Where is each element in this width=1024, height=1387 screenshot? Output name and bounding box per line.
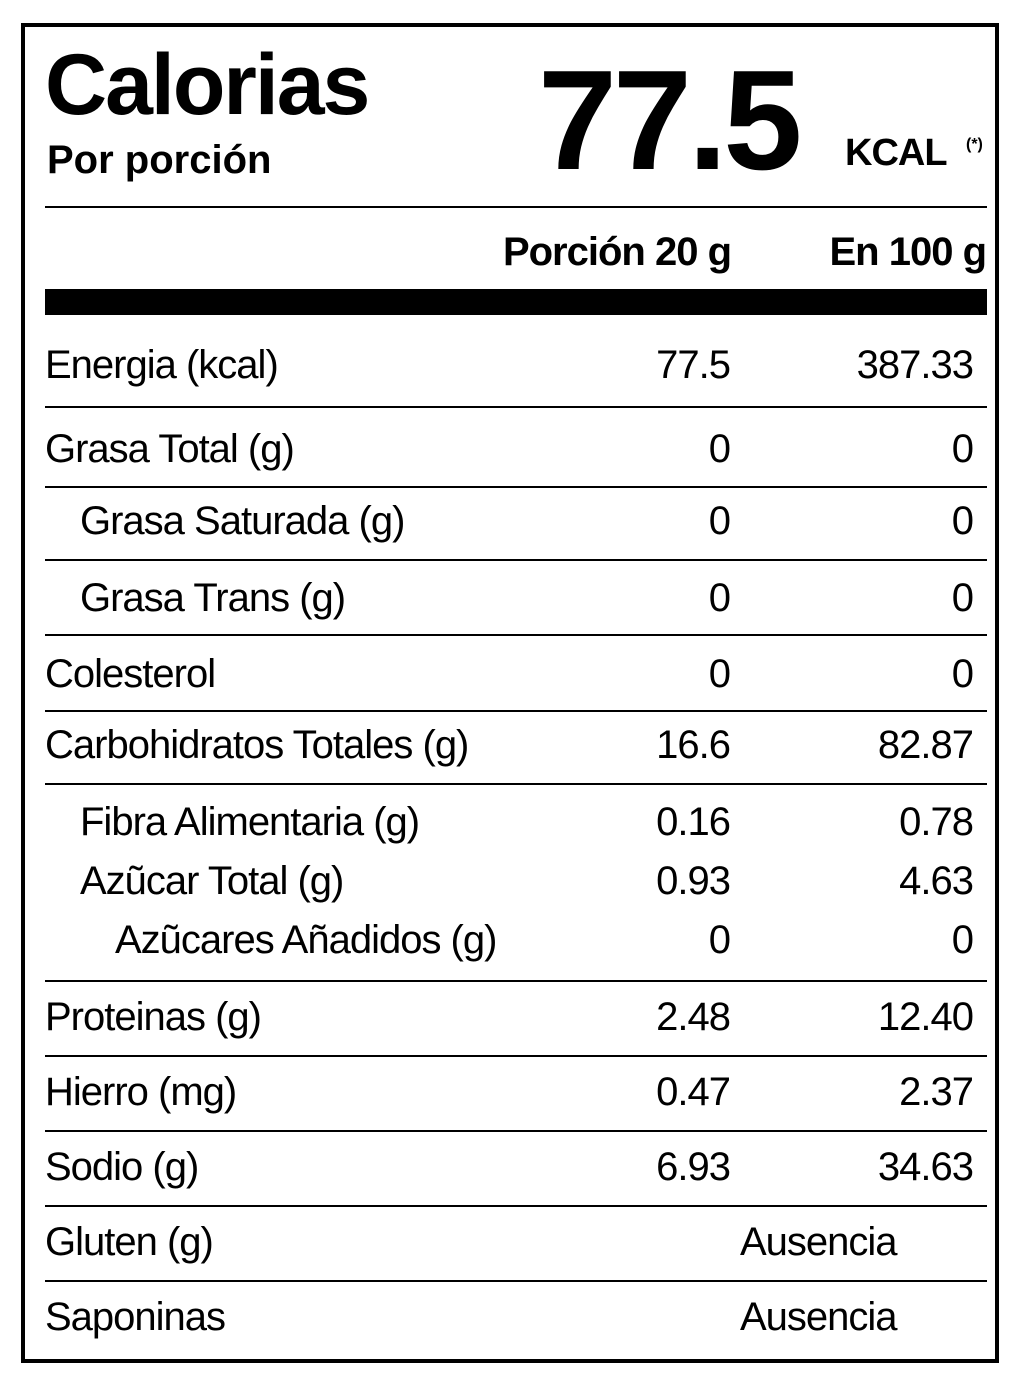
row-label: Saponinas [45, 1295, 226, 1339]
table-row [45, 797, 987, 847]
per100-value: 387.33 [856, 343, 973, 387]
table-row [45, 856, 987, 906]
energy-value: 77.5 [538, 41, 799, 200]
divider [45, 406, 987, 408]
divider [45, 1130, 987, 1132]
per100-value: 0 [951, 499, 973, 543]
divider [45, 783, 987, 785]
per100-value: 0 [951, 427, 973, 471]
portion-value: 0.47 [656, 1070, 730, 1114]
table-row [45, 1292, 987, 1342]
portion-value: 0.16 [656, 800, 730, 844]
column-header-portion: Porción 20 g [502, 230, 731, 274]
table-row [45, 720, 987, 770]
portion-value: 0 [708, 427, 730, 471]
per-serving-subtitle: Por porción [47, 138, 272, 182]
per100-value: 82.87 [877, 723, 973, 767]
row-label: Azũcar Total (g) [80, 859, 344, 903]
divider [45, 1205, 987, 1207]
table-row [45, 340, 987, 390]
portion-value: 0 [708, 576, 730, 620]
divider [45, 486, 987, 488]
per100-value: 0 [951, 918, 973, 962]
row-label: Grasa Total (g) [45, 427, 294, 471]
divider [45, 710, 987, 712]
table-row [45, 1217, 987, 1267]
per100-value: 0 [951, 576, 973, 620]
row-label: Fibra Alimentaria (g) [80, 800, 420, 844]
portion-value: 0 [708, 918, 730, 962]
per100-value: 2.37 [899, 1070, 973, 1114]
row-label: Proteinas (g) [45, 995, 261, 1039]
energy-unit: KCAL [845, 132, 947, 174]
row-label: Sodio (g) [45, 1145, 199, 1189]
portion-value: 6.93 [656, 1145, 730, 1189]
energy-footnote-mark: (*) [966, 136, 983, 153]
calories-title: Calorias [45, 37, 369, 133]
divider [45, 559, 987, 561]
divider [45, 980, 987, 982]
row-label: Gluten (g) [45, 1220, 213, 1264]
divider [45, 1055, 987, 1057]
table-row [45, 915, 987, 965]
row-label: Colesterol [45, 652, 216, 696]
row-label: Grasa Saturada (g) [80, 499, 405, 543]
table-row [45, 1067, 987, 1117]
portion-value: 0.93 [656, 859, 730, 903]
row-label: Hierro (mg) [45, 1070, 237, 1114]
portion-value: 2.48 [656, 995, 730, 1039]
divider [45, 1280, 987, 1282]
row-label: Energia (kcal) [45, 343, 278, 387]
table-row [45, 496, 987, 546]
divider [45, 634, 987, 636]
portion-value: 0 [708, 652, 730, 696]
per100-value: 34.63 [877, 1145, 973, 1189]
row-label: Grasa Trans (g) [80, 576, 346, 620]
divider [45, 206, 987, 208]
row-label: Azũcares Añadidos (g) [115, 918, 497, 962]
table-row [45, 992, 987, 1042]
per100-value: 0.78 [899, 800, 973, 844]
table-row [45, 649, 987, 699]
table-row [45, 1142, 987, 1192]
portion-value: 77.5 [656, 343, 730, 387]
per100-value: 4.63 [899, 859, 973, 903]
per100-value: 12.40 [877, 995, 973, 1039]
portion-value: 16.6 [656, 723, 730, 767]
table-row [45, 573, 987, 623]
table-row [45, 424, 987, 474]
thick-divider [45, 289, 987, 315]
per100-value: 0 [951, 652, 973, 696]
column-header-per100: En 100 g [829, 230, 986, 274]
presence-value: Ausencia [740, 1220, 897, 1264]
portion-value: 0 [708, 499, 730, 543]
presence-value: Ausencia [740, 1295, 897, 1339]
row-label: Carbohidratos Totales (g) [45, 723, 469, 767]
